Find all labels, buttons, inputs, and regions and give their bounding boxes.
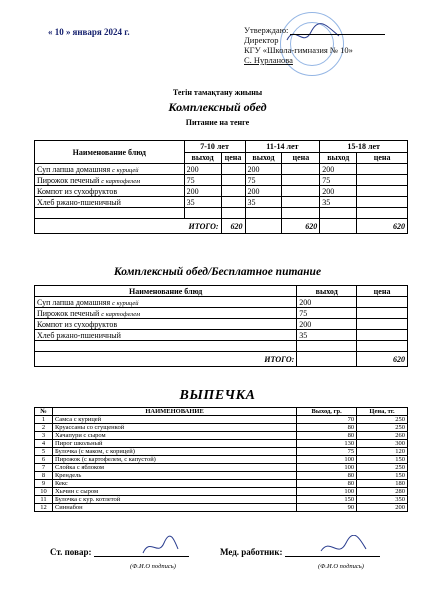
dish-name: Пирожок печеный bbox=[37, 308, 100, 318]
cell-output: 35 bbox=[184, 197, 221, 208]
complex-lunch-table bbox=[34, 140, 408, 234]
cell-output: 100 bbox=[297, 456, 357, 464]
cell-output: 130 bbox=[297, 440, 357, 448]
medic-caption: (Ф.И.О подпись) bbox=[318, 563, 364, 570]
col-output: выход bbox=[245, 152, 282, 164]
table-row bbox=[35, 197, 408, 208]
cell-output: 200 bbox=[184, 164, 221, 175]
free-meal-table bbox=[34, 285, 408, 367]
table-row bbox=[35, 319, 408, 330]
cell-number: 5 bbox=[35, 448, 53, 456]
cell-price: 250 bbox=[357, 424, 408, 432]
total-label: ИТОГО: bbox=[35, 219, 222, 234]
cell-item-name: Крендель bbox=[52, 472, 296, 480]
cell-output: 200 bbox=[297, 319, 357, 330]
cell-item-name: Синнабон bbox=[52, 504, 296, 512]
cell-number: 4 bbox=[35, 440, 53, 448]
medic-label: Мед. работник: bbox=[220, 547, 283, 557]
col-dish-name: Наименование блюд bbox=[35, 141, 185, 164]
col-price: цена bbox=[357, 286, 408, 297]
total-label: ИТОГО: bbox=[35, 352, 297, 367]
col-output: Выход, гр. bbox=[297, 408, 357, 416]
dish-note: с курицей bbox=[112, 166, 139, 174]
col-item-name: НАИМЕНОВАНИЕ bbox=[52, 408, 296, 416]
table-row-empty bbox=[35, 208, 408, 219]
cell-price: 280 bbox=[357, 488, 408, 496]
age-group-header: 11-14 лет bbox=[245, 141, 320, 153]
dish-note: с картофелем bbox=[101, 310, 141, 318]
cell-output: 80 bbox=[297, 480, 357, 488]
cell-number: 2 bbox=[35, 424, 53, 432]
table-row-empty bbox=[35, 341, 408, 352]
dish-name: Суп лапша домашняя bbox=[37, 297, 111, 307]
table-row bbox=[35, 496, 408, 504]
cell-item-name: Булочка (с маком, с корицей) bbox=[52, 448, 296, 456]
age-group-header: 7-10 лет bbox=[184, 141, 245, 153]
total-value: 620 bbox=[357, 352, 408, 367]
table-row bbox=[35, 464, 408, 472]
cook-caption: (Ф.И.О подпись) bbox=[130, 563, 176, 570]
cell-item-name: Самса с курицей bbox=[52, 416, 296, 424]
cell-price: 150 bbox=[357, 456, 408, 464]
dish-note: с картофелем bbox=[101, 177, 141, 185]
cell-number: 9 bbox=[35, 480, 53, 488]
cell-output: 200 bbox=[297, 297, 357, 308]
cell-number: 6 bbox=[35, 456, 53, 464]
cell-number: 1 bbox=[35, 416, 53, 424]
dish-name: Компот из сухофруктов bbox=[37, 186, 118, 196]
cell-number: 3 bbox=[35, 432, 53, 440]
free-meal-title: Комплексный обед/Бесплатное питание bbox=[113, 266, 322, 278]
cell-output: 90 bbox=[297, 504, 357, 512]
table-row bbox=[35, 416, 408, 424]
cell-output: 80 bbox=[297, 472, 357, 480]
col-output: выход bbox=[184, 152, 221, 164]
cell-output: 75 bbox=[184, 175, 221, 186]
cell-price: 250 bbox=[357, 464, 408, 472]
cell-item-name: Пирожок (с картофелем, с капустой) bbox=[52, 456, 296, 464]
col-output: выход bbox=[320, 152, 357, 164]
cell-number: 12 bbox=[35, 504, 53, 512]
bakery-table bbox=[34, 407, 408, 512]
approval-block bbox=[244, 25, 385, 65]
age-group-header: 15-18 лет bbox=[320, 141, 408, 153]
approve-name: С. Нурланова bbox=[244, 55, 293, 65]
col-price: цена bbox=[221, 152, 245, 164]
cell-output: 100 bbox=[297, 464, 357, 472]
cell-price: 180 bbox=[357, 480, 408, 488]
table-row bbox=[35, 424, 408, 432]
approve-position: Директор bbox=[244, 35, 279, 45]
table-row bbox=[35, 330, 408, 341]
total-row bbox=[35, 352, 408, 367]
cell-output: 100 bbox=[297, 488, 357, 496]
kazakh-title: Тегін тамақтану жиыны bbox=[172, 88, 263, 97]
col-price: Цена, тг. bbox=[357, 408, 408, 416]
complex-lunch-title: Комплексный обед bbox=[168, 100, 267, 114]
cell-price: 200 bbox=[357, 504, 408, 512]
table-row bbox=[35, 456, 408, 464]
cell-output: 200 bbox=[320, 164, 357, 175]
cell-price: 120 bbox=[357, 448, 408, 456]
table-row bbox=[35, 297, 408, 308]
cell-output: 35 bbox=[245, 197, 282, 208]
cell-number: 7 bbox=[35, 464, 53, 472]
cell-price: 250 bbox=[357, 416, 408, 424]
cell-number: 10 bbox=[35, 488, 53, 496]
price-subtitle: Питание на тенге bbox=[185, 118, 250, 127]
cell-output: 70 bbox=[297, 416, 357, 424]
table-row bbox=[35, 164, 408, 175]
table-row bbox=[35, 432, 408, 440]
total-value: 620 bbox=[282, 219, 320, 234]
total-value: 620 bbox=[357, 219, 408, 234]
cell-item-name: Круассаны со сгущенкой bbox=[52, 424, 296, 432]
cell-output: 75 bbox=[297, 448, 357, 456]
cell-item-name: Кекс bbox=[52, 480, 296, 488]
table-row bbox=[35, 448, 408, 456]
dish-name: Хлеб ржано-пшеничный bbox=[35, 330, 297, 341]
cell-output: 35 bbox=[297, 330, 357, 341]
col-price: цена bbox=[357, 152, 408, 164]
cell-output: 75 bbox=[320, 175, 357, 186]
medic-signature bbox=[318, 535, 368, 560]
col-number: № bbox=[35, 408, 53, 416]
dish-name: Суп лапша домашняя bbox=[37, 164, 111, 174]
cell-item-name: Слойка с яблоком bbox=[52, 464, 296, 472]
cell-item-name: Хачапури с сыром bbox=[52, 432, 296, 440]
table-row bbox=[35, 440, 408, 448]
cook-signature bbox=[140, 535, 180, 560]
approve-label: Утверждаю: bbox=[244, 25, 289, 35]
cell-price: 150 bbox=[357, 472, 408, 480]
col-output: выход bbox=[297, 286, 357, 297]
table-row bbox=[35, 488, 408, 496]
table-row bbox=[35, 480, 408, 488]
cell-price: 260 bbox=[357, 432, 408, 440]
dish-name: Пирожок печеный bbox=[37, 175, 100, 185]
table-row bbox=[35, 504, 408, 512]
cell-price: 300 bbox=[357, 440, 408, 448]
dish-name: Компот из сухофруктов bbox=[35, 319, 297, 330]
table-row bbox=[35, 472, 408, 480]
cell-output: 80 bbox=[297, 424, 357, 432]
cell-output: 200 bbox=[245, 164, 282, 175]
cell-output: 150 bbox=[297, 496, 357, 504]
col-price: цена bbox=[282, 152, 320, 164]
total-value: 620 bbox=[221, 219, 245, 234]
cell-item-name: Хычин с сыром bbox=[52, 488, 296, 496]
cell-item-name: Булочка с кур. котлетой bbox=[52, 496, 296, 504]
cell-output: 75 bbox=[245, 175, 282, 186]
total-row bbox=[35, 219, 408, 234]
table-row bbox=[35, 175, 408, 186]
dish-name: Хлеб ржано-пшеничный bbox=[37, 197, 121, 207]
table-row bbox=[35, 186, 408, 197]
approve-organization: КГУ «Школа-гимназия № 10» bbox=[244, 45, 353, 55]
col-dish-name: Наименование блюд bbox=[35, 286, 297, 297]
cell-output: 35 bbox=[320, 197, 357, 208]
cell-output: 200 bbox=[320, 186, 357, 197]
bakery-title: ВЫПЕЧКА bbox=[179, 388, 256, 403]
cook-label: Ст. повар: bbox=[50, 547, 92, 557]
cell-number: 8 bbox=[35, 472, 53, 480]
cell-number: 11 bbox=[35, 496, 53, 504]
dish-note: с курицей bbox=[112, 299, 139, 307]
cell-output: 200 bbox=[184, 186, 221, 197]
menu-date: « 10 » января 2024 г. bbox=[48, 27, 130, 37]
date-day: 10 bbox=[54, 27, 64, 37]
date-rest: января 2024 г. bbox=[72, 27, 130, 37]
cell-price: 350 bbox=[357, 496, 408, 504]
cell-item-name: Пирог школьный bbox=[52, 440, 296, 448]
cell-output: 200 bbox=[245, 186, 282, 197]
cell-output: 75 bbox=[297, 308, 357, 319]
cell-output: 80 bbox=[297, 432, 357, 440]
table-row bbox=[35, 308, 408, 319]
